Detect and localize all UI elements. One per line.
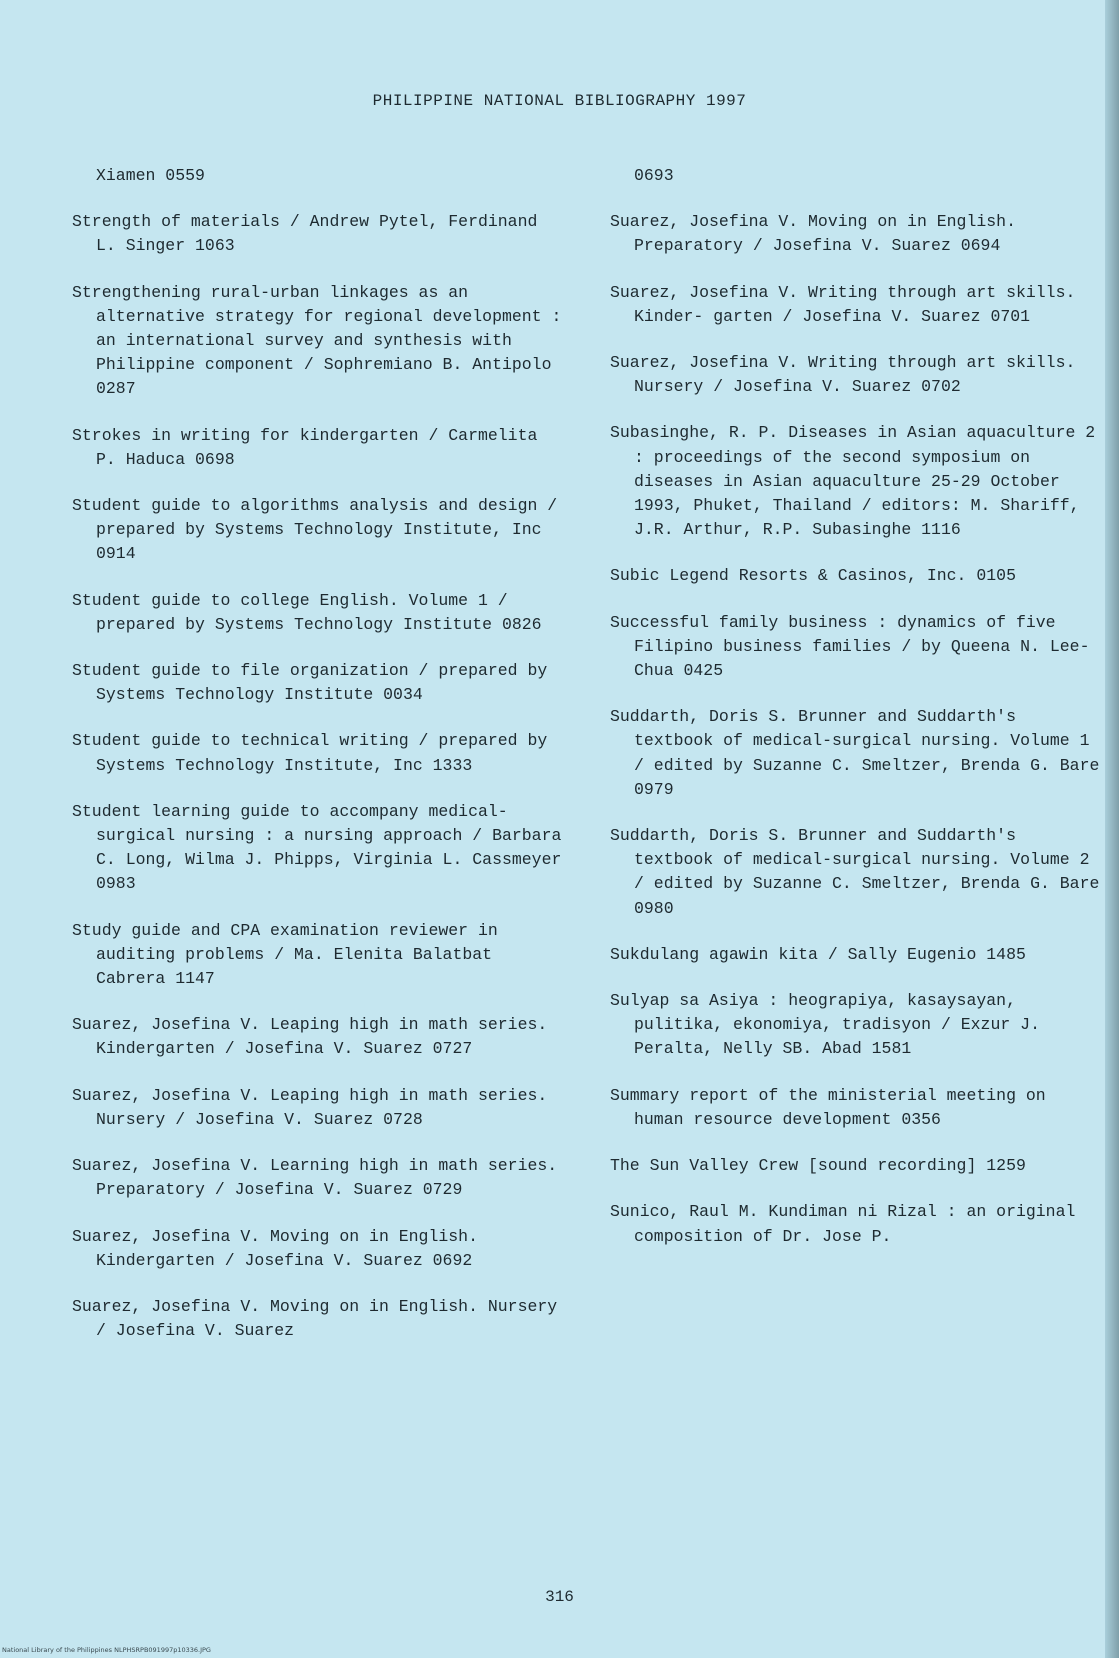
bibliography-entry: Suarez, Josefina V. Moving on in English. Nursery / Josefina V. Suarez <box>72 1296 558 1341</box>
bibliography-entry: Student guide to technical writing / prepared by Systems Technology Institute, Inc 1333 <box>72 731 548 775</box>
bibliography-entry: Suarez, Josefina V. Moving on in English. Preparatory / Josefina V. Suarez 0694 <box>610 212 1016 256</box>
bibliography-entry: Suarez, Josefina V. Writing through art skills. Nursery / Josefina V. Suarez 0702 <box>610 353 1076 397</box>
bibliography-entry: Student guide to file organization / prepared by Systems Technology Institute 0034 <box>72 661 548 705</box>
bibliography-entry: Suddarth, Doris S. Brunner and Suddarth's textbook of medical-surgical nursing. Volume 2 / edited by Suzanne C. Smeltzer, Brenda G. Bare 0980 <box>610 826 1100 918</box>
bibliography-entry: Suddarth, Doris S. Brunner and Suddarth's textbook of medical-surgical nursing. Volume 1 / edited by Suzanne C. Smeltzer, Brenda G. Bare 0979 <box>610 707 1100 799</box>
bibliography-entry: 0693 <box>634 166 674 185</box>
bibliography-entry: Strength of materials / Andrew Pytel, Ferdinand L. Singer 1063 <box>72 212 538 256</box>
page-number: 316 <box>545 1588 574 1606</box>
page-edge-shadow <box>1105 0 1119 1658</box>
left-column <box>72 164 562 1365</box>
bibliography-entry: Suarez, Josefina V. Moving on in English. Kindergarten / Josefina V. Suarez 0692 <box>72 1226 478 1270</box>
bibliography-entry: Subic Legend Resorts & Casinos, Inc. 0105 <box>610 566 1016 586</box>
bibliography-entry: Strengthening rural-urban linkages as an alternative strategy for regional development : an international survey and synthesis with Philippine component / Sophremiano B. Antipolo 0287 <box>72 282 562 399</box>
bibliography-entry: Student guide to algorithms analysis and design / prepared by Systems Technology Institute, Inc 0914 <box>72 496 558 564</box>
bibliography-entry: Suarez, Josefina V. Learning high in math series. Preparatory / Josefina V. Suarez 0729 <box>72 1156 558 1200</box>
bibliography-entry: The Sun Valley Crew [sound recording] 1259 <box>610 1156 1026 1176</box>
bibliography-entry: Successful family business : dynamics of five Filipino business families / by Queena N. Lee-Chua 0425 <box>610 612 1090 681</box>
bibliography-entry: Xiamen 0559 <box>96 166 205 185</box>
bibliography-entry: Suarez, Josefina V. Leaping high in math series. Nursery / Josefina V. Suarez 0728 <box>72 1085 548 1129</box>
bibliography-entry: Student guide to college English. Volume 1 / prepared by Systems Technology Institute 0826 <box>72 590 542 634</box>
bibliography-entry: Summary report of the ministerial meeting on human resource development 0356 <box>610 1085 1046 1129</box>
right-column <box>610 164 1100 1271</box>
bibliography-entry: Subasinghe, R. P. Diseases in Asian aquaculture 2 : proceedings of the second symposium on diseases in Asian aquaculture 25-29 October 1993, Phuket, Thailand / editors: M. Shariff, J.R. Arthur, R.P. Subasinghe 1116 <box>610 423 1096 540</box>
bibliography-entry: Suarez, Josefina V. Leaping high in math series. Kindergarten / Josefina V. Suarez 0727 <box>72 1015 548 1059</box>
bibliography-entry: Sulyap sa Asiya : heograpiya, kasaysayan, pulitika, ekonomiya, tradisyon / Exzur J. Peralta, Nelly SB. Abad 1581 <box>610 991 1040 1059</box>
running-header: PHILIPPINE NATIONAL BIBLIOGRAPHY 1997 <box>372 92 747 110</box>
scan-credit: National Library of the Philippines NLPHSRPB091997p10336.JPG <box>2 1646 211 1654</box>
bibliography-entry: Strokes in writing for kindergarten / Carmelita P. Haduca 0698 <box>72 425 538 469</box>
bibliography-entry: Student learning guide to accompany medical-surgical nursing : a nursing approach / Barbara C. Long, Wilma J. Phipps, Virginia L. Cassmeyer 0983 <box>72 801 562 894</box>
bibliography-entry: Study guide and CPA examination reviewer in auditing problems / Ma. Elenita Balatbat Cabrera 1147 <box>72 920 498 989</box>
bibliography-entry: Sunico, Raul M. Kundiman ni Rizal : an original composition of Dr. Jose P. <box>610 1202 1076 1246</box>
bibliography-entry: Suarez, Josefina V. Writing through art skills. Kinder- garten / Josefina V. Suarez 0701 <box>610 282 1076 326</box>
bibliography-entry: Sukdulang agawin kita / Sally Eugenio 1485 <box>610 944 1026 964</box>
